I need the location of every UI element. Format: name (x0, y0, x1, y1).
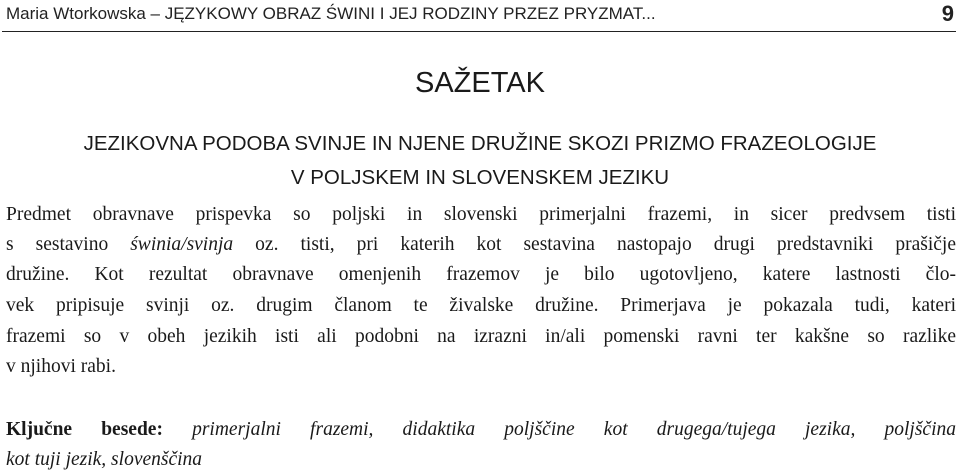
abstract-line-1: Predmet obravnave prispevka so poljski in slovenski primerjalni frazemi, in sicer predvsem tisti (6, 204, 956, 225)
page-number: 9 (932, 1, 954, 27)
keywords-text-2: kot tuji jezik, slovenščina (6, 449, 203, 470)
keywords-label: Ključne besede: (6, 419, 163, 440)
abstract-subtitle-line-2: V POLJSKEM IN SLOVENSKEM JEZIKU (290, 166, 670, 189)
abstract-line-6: v njihovi rabi. (6, 356, 116, 377)
abstract-line-3: družine. Kot rezultat obravnave omenjenih frazemov je bilo ugotovljeno, katere lastnosti člo- (6, 264, 956, 285)
keywords-text-1: primerjalni frazemi, didaktika poljščine kot drugega/tujega jezika, poljščina (192, 419, 956, 440)
running-header: Maria Wtorkowska – JĘZYKOWY OBRAZ ŚWINI I JEJ RODZINY PRZEZ PRYZMAT... (6, 4, 656, 23)
abstract-line-2-end: oz. tisti, pri katerih kot sestavina nastopajo drugi predstavniki prašičje (233, 234, 956, 255)
abstract-italic-term: świnia/svinja (130, 234, 234, 255)
keywords-line-2 (6, 448, 956, 472)
abstract-heading: SAŽETAK (415, 67, 545, 99)
abstract-line-4: vek pripisuje svinji oz. drugim članom te živalske družine. Primerjava je pokazala tudi, kateri (6, 295, 956, 316)
abstract-line-5: frazemi so v obeh jezikih isti ali podobni na izrazni in/ali pomenski ravni ter kakšne so razlike (6, 326, 956, 347)
abstract-subtitle-line-1: JEZIKOVNA PODOBA SVINJE IN NJENE DRUŽINE SKOZI PRIZMO FRAZEOLOGIJE (83, 132, 877, 155)
abstract-line-2-start: s sestavino (6, 234, 131, 255)
abstract-line-2 (6, 233, 956, 257)
keywords-line-1 (6, 418, 956, 442)
header-rule (2, 31, 956, 32)
